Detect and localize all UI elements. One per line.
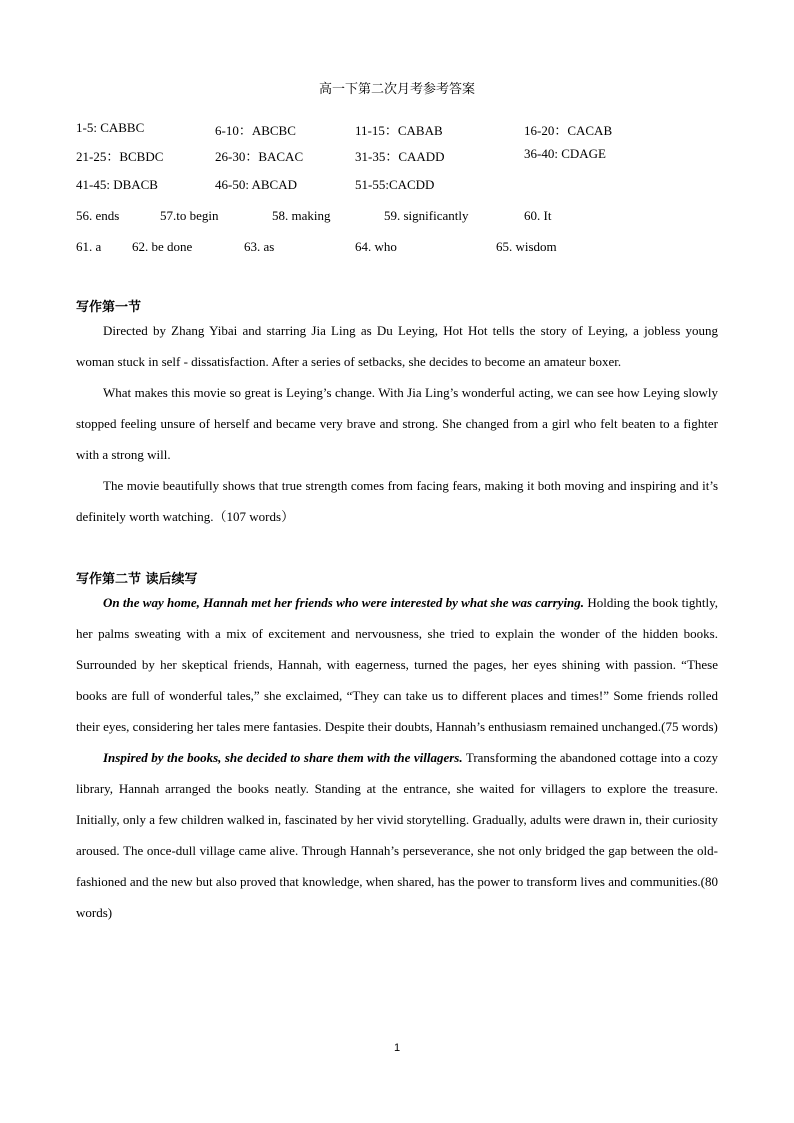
writing1-paragraph: The movie beautifully shows that true strength comes from facing fears, making it both moving and inspiring and it’s definitely worth watching.（107 words） bbox=[76, 478, 718, 524]
answer-cell: 26-30：BACAC bbox=[215, 149, 304, 164]
answer-cell: 46-50: ABCAD bbox=[215, 177, 297, 192]
answer-row bbox=[76, 120, 716, 146]
writing1-essay bbox=[76, 315, 718, 532]
answer-cell: 16-20：CACAB bbox=[524, 123, 613, 138]
answer-cell: 6-10：ABCBC bbox=[215, 123, 296, 138]
writing2-paragraph bbox=[76, 742, 718, 928]
page-title: 高一下第二次月考参考答案 bbox=[318, 82, 475, 97]
writing2-paragraph bbox=[76, 587, 718, 742]
answer-cell: 41-45: DBACB bbox=[76, 177, 158, 192]
answer-cell: 57.to begin bbox=[160, 208, 219, 223]
answer-cell: 64. who bbox=[355, 239, 397, 254]
paragraph-lead-sentence: On the way home, Hannah met her friends who were interested by what she was carrying. bbox=[103, 595, 585, 610]
answer-cell: 1-5: CABBC bbox=[76, 120, 145, 135]
answer-cell: 61. a bbox=[76, 239, 102, 254]
answer-cell: 58. making bbox=[272, 208, 331, 223]
answer-cell: 63. as bbox=[244, 239, 275, 254]
answer-row bbox=[76, 208, 716, 239]
page-number: 1 bbox=[393, 1042, 401, 1054]
paragraph-body: Transforming the abandoned cottage into a cozy library, Hannah arranged the books neatly. Standing at the entrance, she waited for villagers to explore the treasure. Initially, only a few children walked in, fascinated by her vivid storytelling. Gradually, adults were drawn in, their curiosity aroused. The once-dull village came alive. Through Hannah’s perseverance, she not only bridged the gap between the old-fashioned and the new but also proved that knowledge, when shared, has the power to transform lives and communities.(80 words) bbox=[76, 750, 718, 920]
answer-cell: 65. wisdom bbox=[496, 239, 557, 254]
answer-row bbox=[76, 239, 716, 259]
answer-cell: 60. It bbox=[524, 208, 552, 223]
writing2-heading: 写作第二节 读后续写 bbox=[76, 572, 198, 587]
answer-cell: 11-15：CABAB bbox=[355, 123, 443, 138]
answer-cell: 51-55:CACDD bbox=[355, 177, 435, 192]
answer-cell: 56. ends bbox=[76, 208, 120, 223]
paragraph-lead-sentence: Inspired by the books, she decided to share them with the villagers. bbox=[103, 750, 463, 765]
answer-row bbox=[76, 177, 716, 208]
writing1-paragraph: What makes this movie so great is Leying’s change. With Jia Ling’s wonderful acting, we can see how Leying slowly stopped feeling unsure of herself and became very brave and strong. She changed from a girl who felt beaten to a fighter with a strong will. bbox=[76, 385, 718, 462]
answer-cell: 36-40: CDAGE bbox=[524, 146, 606, 161]
writing1-heading: 写作第一节 bbox=[76, 300, 142, 315]
writing2-essay bbox=[76, 587, 718, 928]
paragraph-body: Holding the book tightly, her palms sweating with a mix of excitement and nervousness, she tried to explain the wonder of the hidden books. Surrounded by her skeptical friends, Hannah, with eagerness, turned the pages, her eyes shining with passion. “These books are full of wonderful tales,” she exclaimed, “They can take us to different places and times!” Some friends rolled their eyes, considering her tales mere fantasies. Despite their doubts, Hannah’s enthusiasm remained unchanged.(75 words) bbox=[76, 595, 718, 734]
writing1-paragraph: Directed by Zhang Yibai and starring Jia Ling as Du Leying, Hot Hot tells the story of Leying, a jobless young woman stuck in self - dissatisfaction. After a series of setbacks, she decides to become an amateur boxer. bbox=[76, 323, 718, 369]
answer-row bbox=[76, 146, 716, 177]
answer-cell: 31-35：CAADD bbox=[355, 149, 445, 164]
answer-key bbox=[76, 120, 716, 259]
answer-cell: 59. significantly bbox=[384, 208, 469, 223]
answer-cell: 62. be done bbox=[132, 239, 193, 254]
answer-cell: 21-25：BCBDC bbox=[76, 149, 164, 164]
